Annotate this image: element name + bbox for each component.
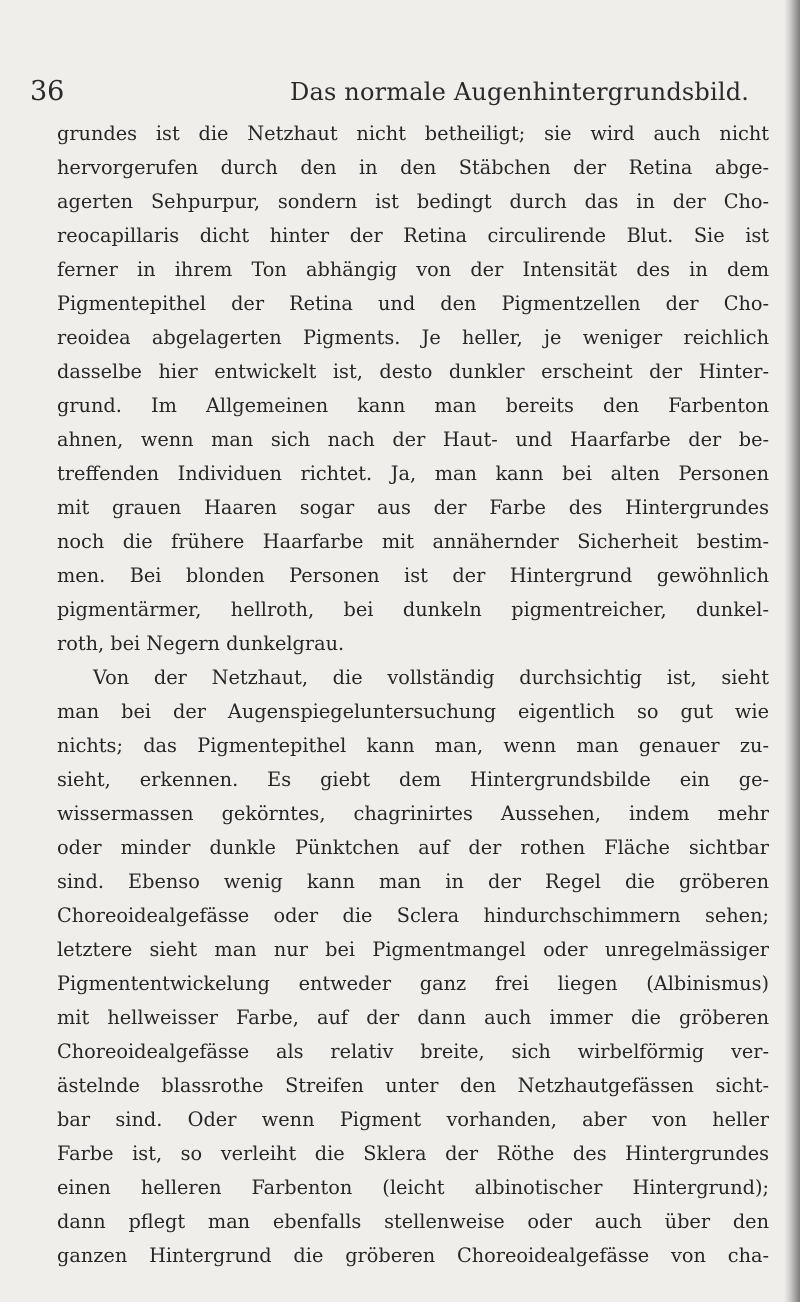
- text-line: agerten Sehpurpur, sondern ist bedingt durch das in der Cho-: [57, 190, 769, 213]
- text-line: dasselbe hier entwickelt ist, desto dunkler erscheint der Hinter-: [57, 360, 769, 383]
- text-line: hervorgerufen durch den in den Stäbchen der Retina abge-: [57, 156, 769, 179]
- text-line: Choreoidealgefässe oder die Sclera hindurchschimmern sehen;: [57, 904, 769, 927]
- text-line: grundes ist die Netzhaut nicht betheiligt; sie wird auch nicht: [57, 122, 769, 145]
- text-line: reocapillaris dicht hinter der Retina circulirende Blut. Sie ist: [57, 224, 769, 247]
- text-line: letztere sieht man nur bei Pigmentmangel oder unregelmässiger: [57, 938, 769, 961]
- text-line: oder minder dunkle Pünktchen auf der rothen Fläche sichtbar: [57, 836, 769, 859]
- text-line: Choreoidealgefässe als relativ breite, sich wirbelförmig ver-: [57, 1040, 769, 1063]
- text-line: Farbe ist, so verleiht die Sklera der Röthe des Hintergrundes: [57, 1142, 769, 1165]
- text-line: Von der Netzhaut, die vollständig durchsichtig ist, sieht: [93, 666, 769, 689]
- page-header: [30, 76, 770, 108]
- text-line: dann pflegt man ebenfalls stellenweise oder auch über den: [57, 1210, 769, 1233]
- text-line: pigmentärmer, hellroth, bei dunkeln pigmentreicher, dunkel-: [57, 598, 769, 621]
- text-line: einen helleren Farbenton (leicht albinotischer Hintergrund);: [57, 1176, 769, 1199]
- text-line: Pigmentepithel der Retina und den Pigmentzellen der Cho-: [57, 292, 769, 315]
- text-line: Pigmententwickelung entweder ganz frei liegen (Albinismus): [57, 972, 769, 995]
- text-line: treffenden Individuen richtet. Ja, man kann bei alten Personen: [57, 462, 769, 485]
- text-line: sieht, erkennen. Es giebt dem Hintergrundsbilde ein ge-: [57, 768, 769, 791]
- text-line: men. Bei blonden Personen ist der Hintergrund gewöhnlich: [57, 564, 769, 587]
- text-line: mit grauen Haaren sogar aus der Farbe des Hintergrundes: [57, 496, 769, 519]
- body-text: [57, 117, 769, 1273]
- text-line: noch die frühere Haarfarbe mit annähernder Sicherheit bestim-: [57, 530, 769, 553]
- text-line: nichts; das Pigmentepithel kann man, wenn man genauer zu-: [57, 734, 769, 757]
- text-line: ganzen Hintergrund die gröberen Choreoidealgefässe von cha-: [57, 1244, 769, 1267]
- page-number: 36: [30, 76, 65, 107]
- text-line: ferner in ihrem Ton abhängig von der Intensität des in dem: [57, 258, 769, 281]
- book-spine-shadow: [784, 0, 800, 1302]
- text-line: wissermassen gekörntes, chagrinirtes Aussehen, indem mehr: [57, 802, 769, 825]
- running-title: Das normale Augenhintergrundsbild.: [290, 78, 750, 106]
- text-line: mit hellweisser Farbe, auf der dann auch immer die gröberen: [57, 1006, 769, 1029]
- text-line: ästelnde blassrothe Streifen unter den Netzhautgefässen sicht-: [57, 1074, 769, 1097]
- text-line: grund. Im Allgemeinen kann man bereits den Farbenton: [57, 394, 769, 417]
- text-line: roth, bei Negern dunkelgrau.: [57, 632, 345, 655]
- text-line: sind. Ebenso wenig kann man in der Regel die gröberen: [57, 870, 769, 893]
- text-line: man bei der Augenspiegeluntersuchung eigentlich so gut wie: [57, 700, 769, 723]
- text-line: reoidea abgelagerten Pigments. Je heller, je weniger reichlich: [57, 326, 769, 349]
- text-line: ahnen, wenn man sich nach der Haut- und Haarfarbe der be-: [57, 428, 769, 451]
- text-line: bar sind. Oder wenn Pigment vorhanden, aber von heller: [57, 1108, 769, 1131]
